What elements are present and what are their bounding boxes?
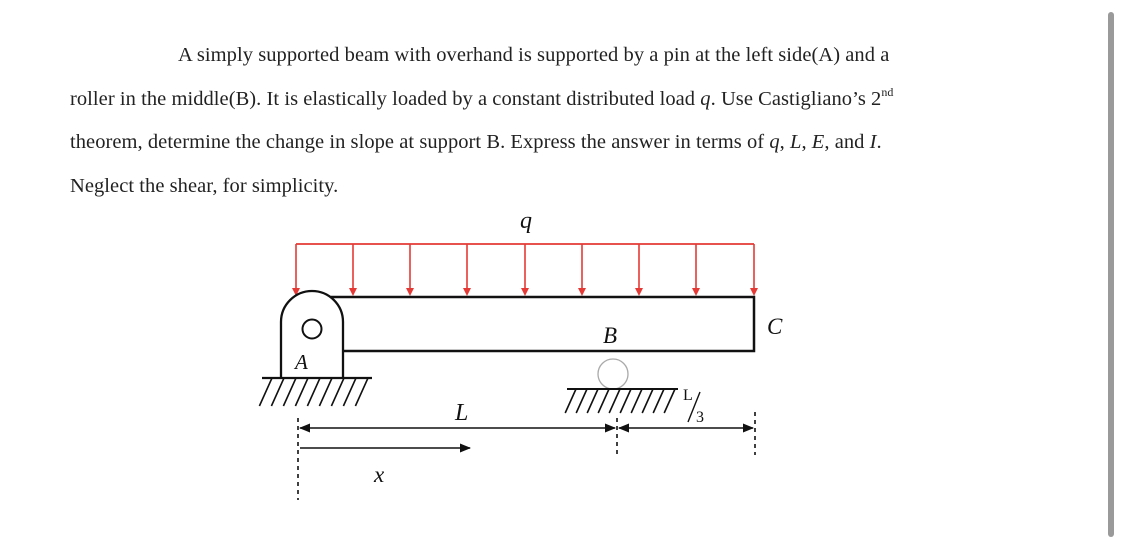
load-arrow-head: [463, 288, 471, 296]
beam: [296, 297, 754, 351]
load-arrow-head: [521, 288, 529, 296]
overhang-label-den: 3: [696, 409, 704, 426]
hatch-mark: [295, 378, 308, 406]
distributed-load: [292, 244, 758, 296]
ground-hatch-b: [565, 389, 675, 413]
load-arrows: [292, 244, 758, 296]
hatch-mark: [620, 389, 631, 413]
roller-circle: [598, 359, 628, 389]
ground-hatch-a: [259, 378, 368, 406]
hatch-mark: [587, 389, 598, 413]
support-a-label: A: [295, 350, 308, 374]
hatch-mark: [598, 389, 609, 413]
hatch-mark: [283, 378, 296, 406]
hatch-mark: [642, 389, 653, 413]
problem-line-1: A simply supported beam with overhand is supported by a pin at the left side(A) and a: [178, 44, 890, 66]
load-arrow-head: [692, 288, 700, 296]
hatch-mark: [355, 378, 368, 406]
overhang-label-num: L: [683, 387, 693, 404]
load-arrow-head: [635, 288, 643, 296]
problem-line-4: Neglect the shear, for simplicity.: [70, 174, 339, 197]
span-label: L: [455, 400, 469, 426]
hatch-mark: [664, 389, 675, 413]
load-arrow-head: [750, 288, 758, 296]
load-arrow-head: [406, 288, 414, 296]
load-arrow-head: [349, 288, 357, 296]
hatch-mark: [576, 389, 587, 413]
support-b-label: B: [603, 323, 618, 348]
hatch-mark: [319, 378, 332, 406]
problem-line-2: roller in the middle(B). It is elastically loaded by a constant distributed load q. Use Castigliano’s 2nd: [70, 84, 894, 110]
load-label: q: [520, 208, 532, 234]
hatch-mark: [609, 389, 620, 413]
end-c-label: C: [767, 314, 783, 339]
problem-line-3: theorem, determine the change in slope at support B. Express the answer in terms of q, L, E, and I.: [70, 131, 882, 153]
pin-circle: [303, 320, 322, 339]
hatch-mark: [307, 378, 320, 406]
hatch-mark: [631, 389, 642, 413]
dimension-lines: [298, 412, 755, 500]
hatch-mark: [331, 378, 344, 406]
roller-support-b: [565, 359, 678, 413]
hatch-mark: [565, 389, 576, 413]
overhang-label: [683, 387, 704, 426]
hatch-mark: [259, 378, 272, 406]
hatch-mark: [343, 378, 356, 406]
load-arrow-head: [578, 288, 586, 296]
hatch-mark: [271, 378, 284, 406]
hatch-mark: [653, 389, 664, 413]
x-label: x: [374, 462, 385, 487]
